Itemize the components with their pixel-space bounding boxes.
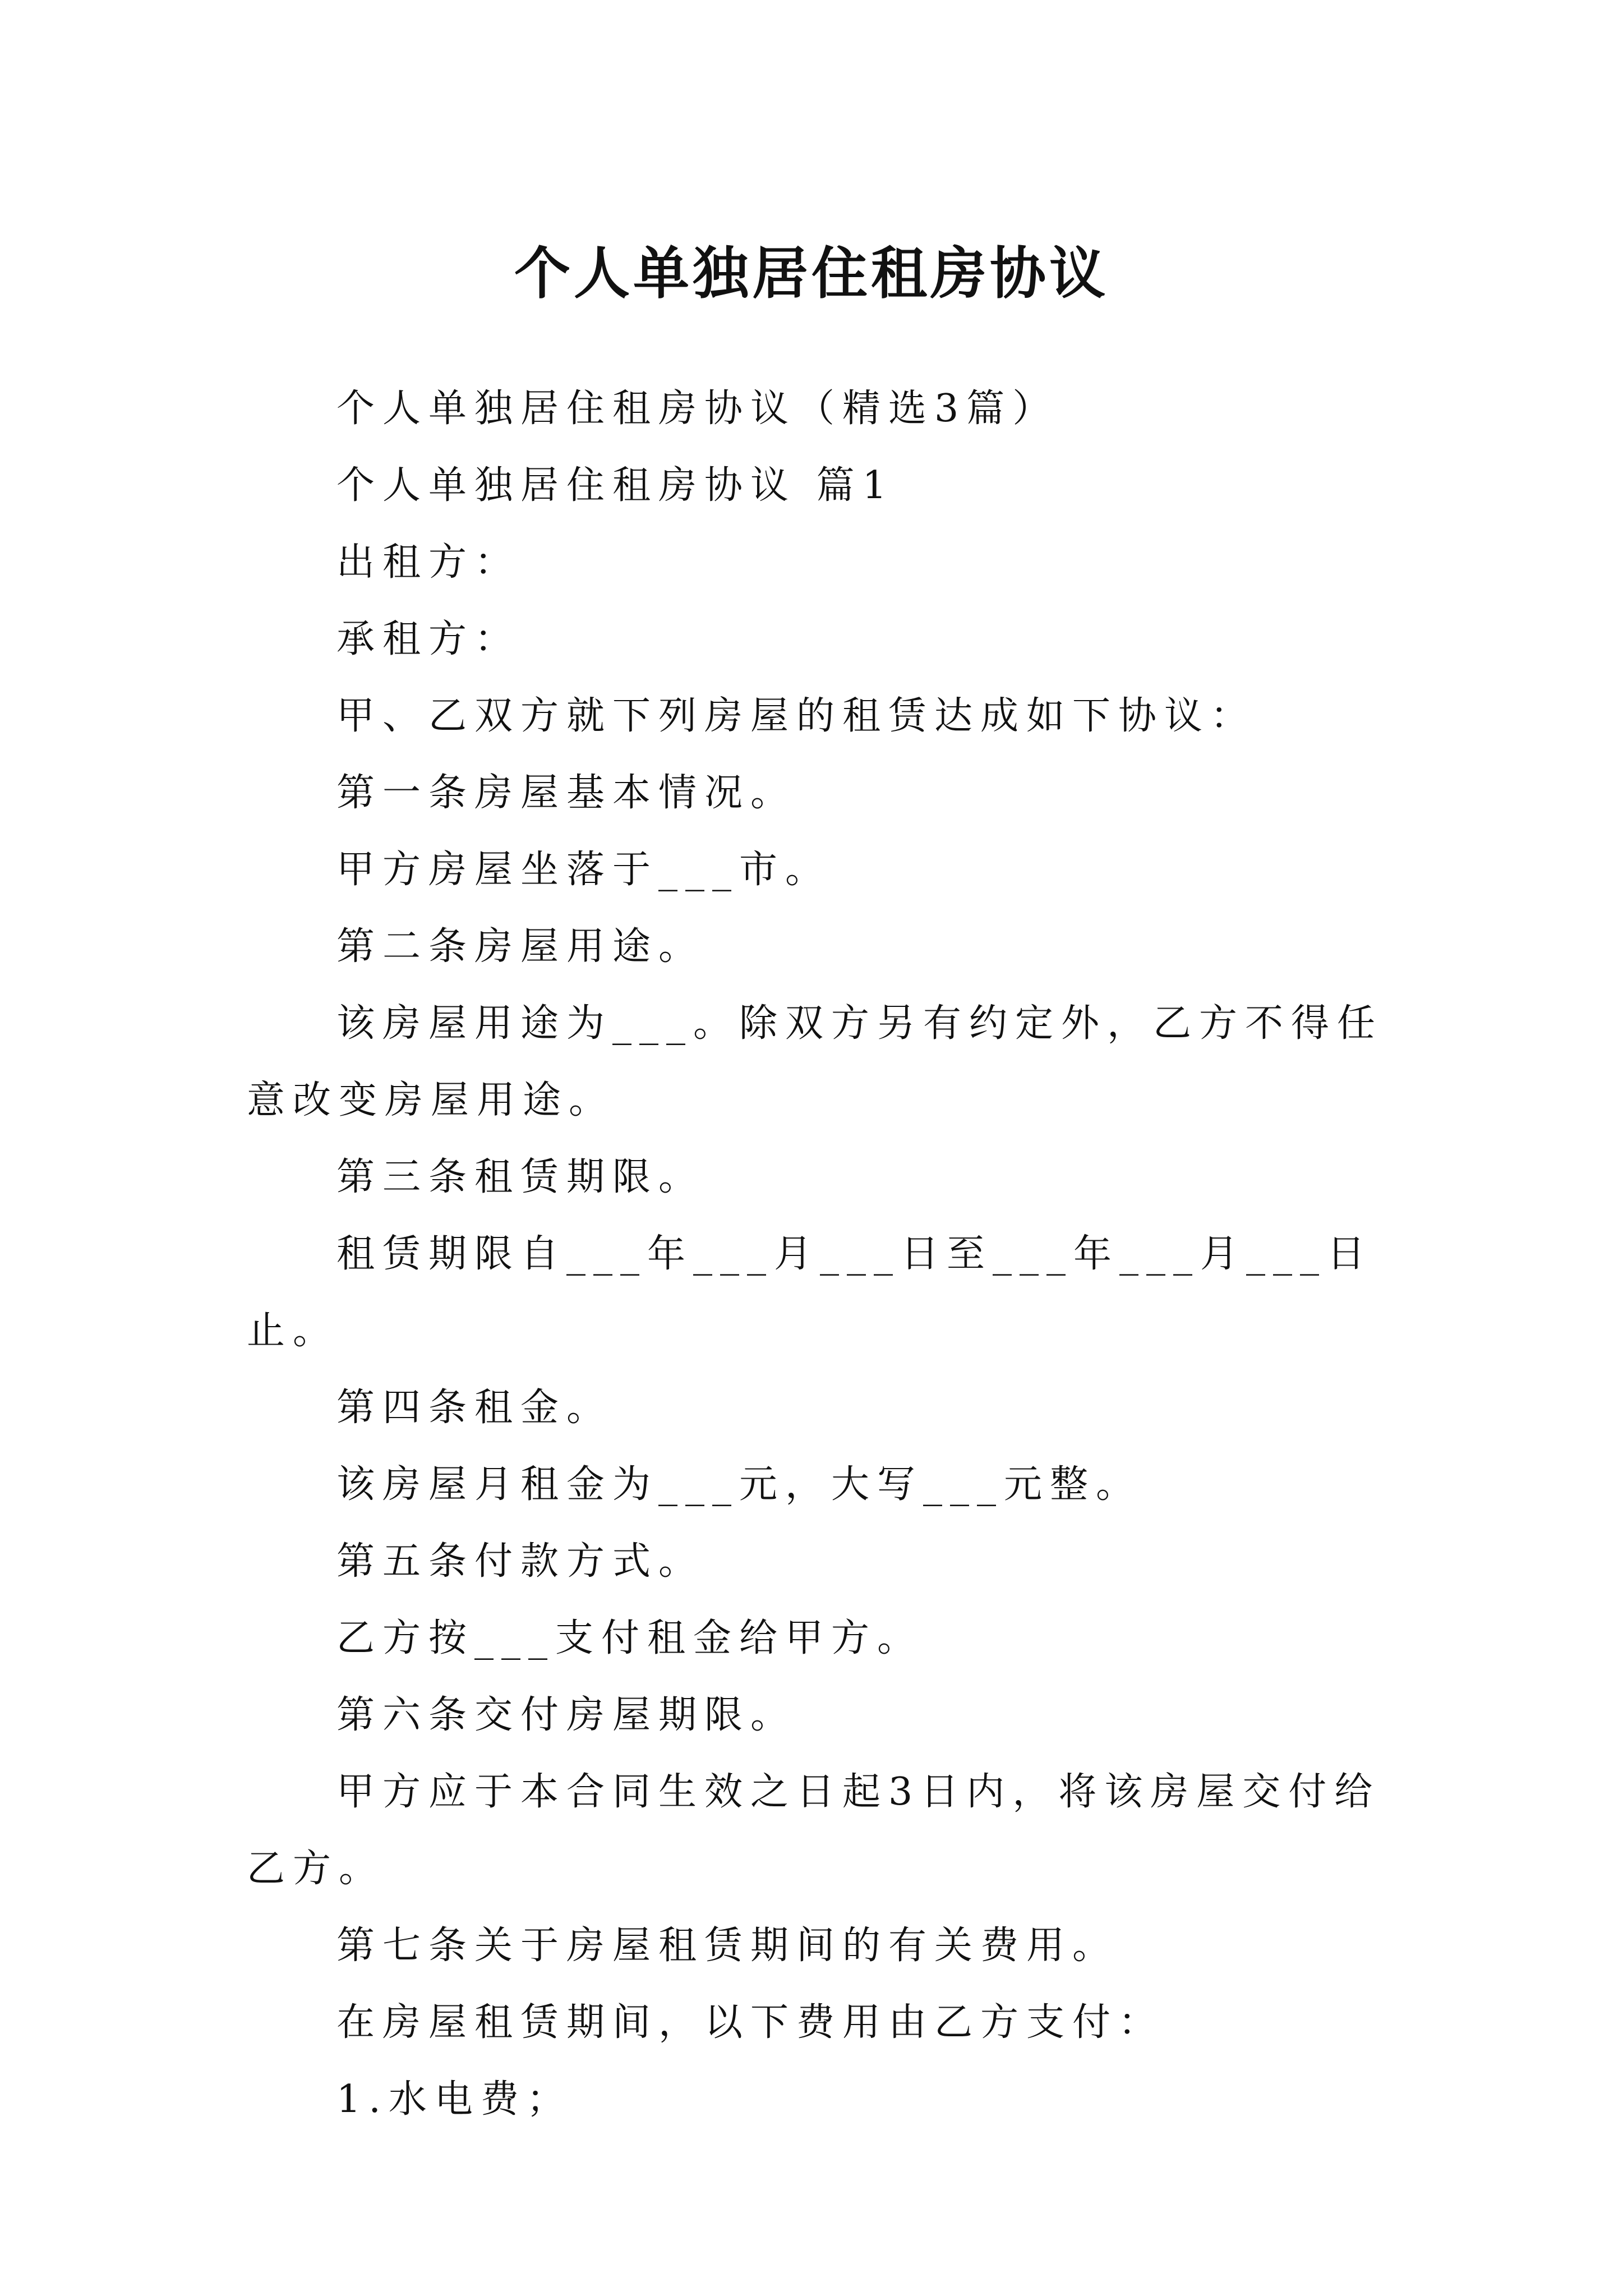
paragraph-article-1: 第一条房屋基本情况。: [336, 771, 797, 815]
paragraph-rent: 该房屋月租金为___元，大写___元整。: [336, 1462, 1142, 1507]
paragraph-section-heading: 个人单独居住租房协议 篇1: [336, 463, 895, 508]
paragraph-article-2: 第二条房屋用途。: [336, 924, 705, 969]
paragraph-article-6: 第六条交付房屋期限。: [336, 1693, 797, 1737]
paragraph-article-4: 第四条租金。: [336, 1386, 613, 1430]
paragraph-lessee: 承租方：: [336, 617, 521, 661]
document-title: 个人单独居住租房协议: [514, 240, 1109, 306]
paragraph-article-5: 第五条付款方式。: [336, 1539, 705, 1584]
paragraph-agreement-intro: 甲、乙双方就下列房屋的租赁达成如下协议：: [336, 694, 1257, 738]
paragraph-usage: 该房屋用途为___。除双方另有约定外，乙方不得任意改变房屋用途。: [247, 1001, 1384, 1122]
paragraph-delivery: 甲方应于本合同生效之日起3日内，将该房屋交付给乙方。: [247, 1770, 1381, 1891]
paragraph-payment: 乙方按___支付租金给甲方。: [336, 1616, 924, 1660]
document-body: [247, 370, 1385, 2138]
paragraph-lessor: 出租方：: [336, 540, 521, 585]
paragraph-term: 租赁期限自___年___月___日至___年___月___日止。: [247, 1232, 1373, 1353]
paragraph-location: 甲方房屋坐落于___市。: [336, 848, 832, 892]
paragraph-fees: 在房屋租赁期间，以下费用由乙方支付：: [336, 2000, 1165, 2045]
paragraph-subtitle: 个人单独居住租房协议（精选3篇）: [336, 386, 1059, 431]
paragraph-fee-item-1: 1.水电费；: [336, 2077, 573, 2122]
paragraph-article-7: 第七条关于房屋租赁期间的有关费用。: [336, 1924, 1119, 1968]
paragraph-article-3: 第三条租赁期限。: [336, 1155, 705, 1199]
